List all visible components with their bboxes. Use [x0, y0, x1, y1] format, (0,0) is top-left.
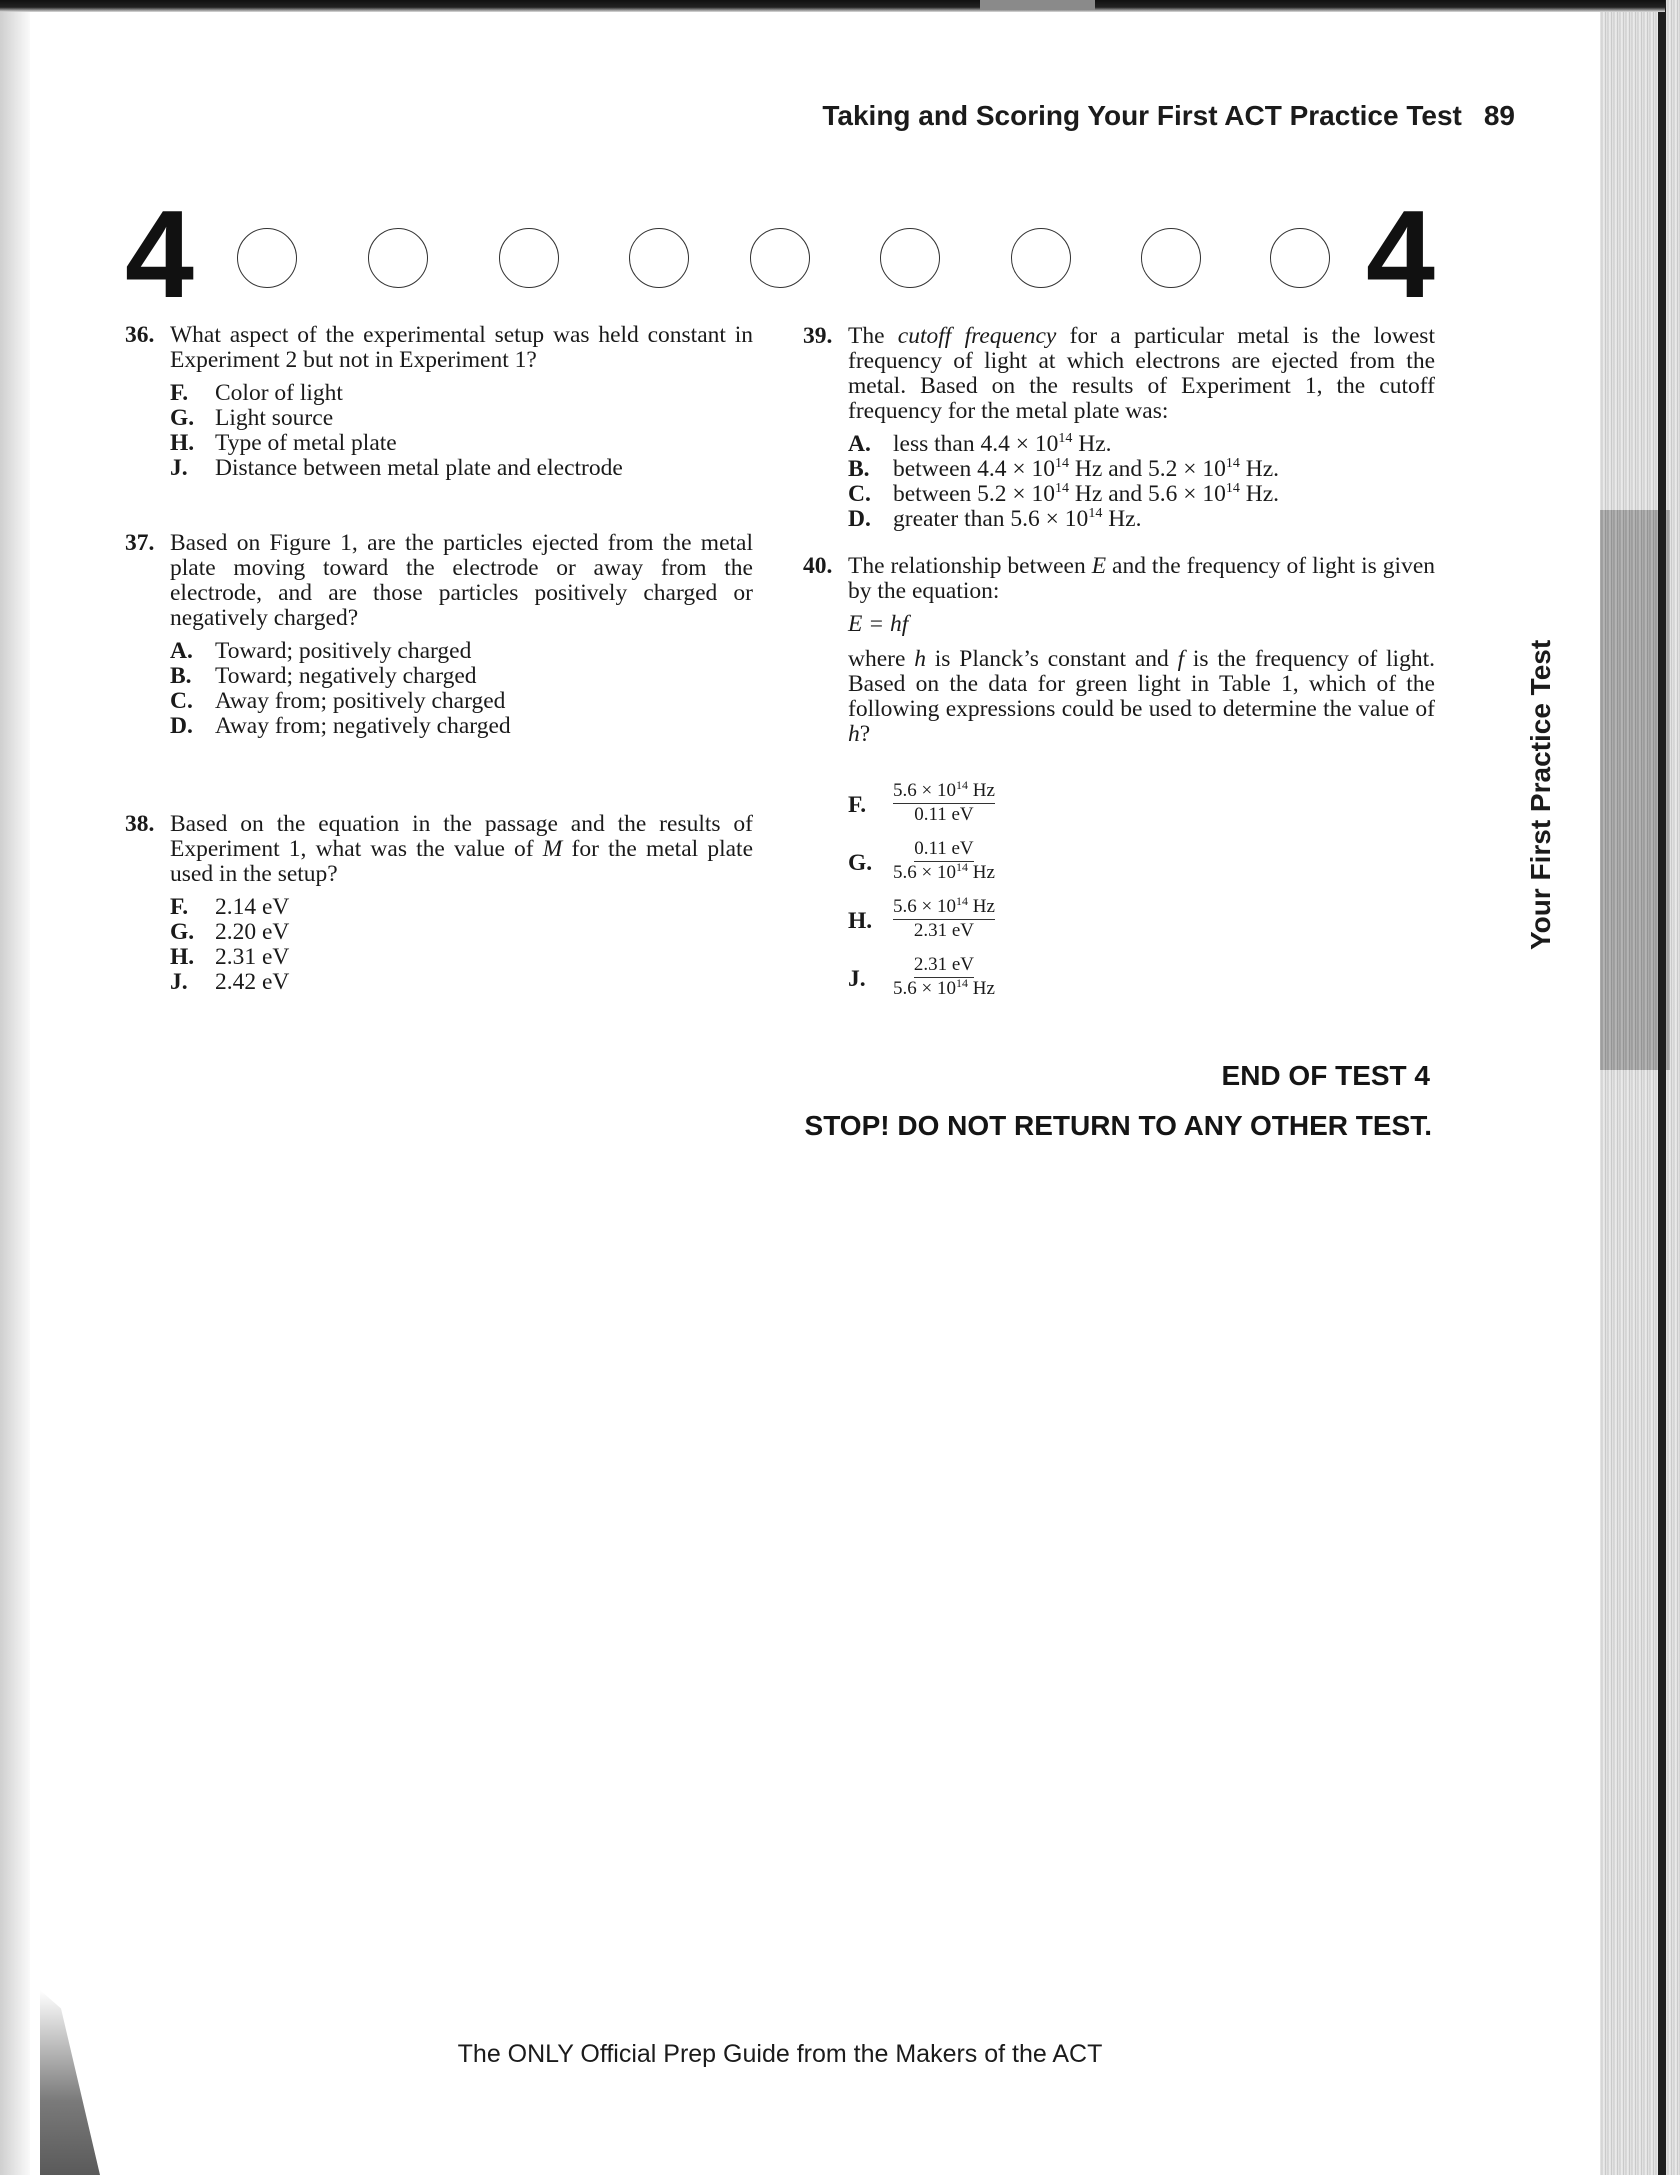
- equation: E = hf: [848, 611, 909, 637]
- choice-letter: G.: [170, 919, 195, 945]
- fraction: [893, 896, 995, 942]
- question-stem: Based on Figure 1, are the particles ejected from the metal plate moving toward the electrode or away from the electrode, and are those particles positively charged or negatively charged?: [170, 530, 753, 631]
- answer-choice[interactable]: [848, 777, 1435, 835]
- question-40: [803, 554, 1435, 1009]
- choice-text: Distance between metal plate and electrode: [215, 455, 623, 481]
- stem-text: is the frequency of light. Based on the data for green light in Table 1, which of the following expressions could be used to determine the value of: [848, 646, 1435, 722]
- footer-text: The ONLY Official Prep Guide from the Makers of the ACT: [457, 2040, 1103, 2068]
- numerator-text: 2.31 eV: [913, 954, 975, 975]
- question-38: [125, 812, 753, 995]
- stem-text: and the frequency of light is given by the equation:: [848, 553, 1435, 604]
- numerator-unit: Hz: [967, 896, 995, 917]
- exponent: 14: [955, 860, 968, 874]
- answer-choice[interactable]: [848, 893, 1435, 951]
- left-column: [125, 323, 753, 995]
- section-circle: [368, 228, 428, 288]
- exponent: 14: [1225, 456, 1240, 471]
- choice-text: Hz and 5.2 × 10: [1069, 456, 1226, 482]
- book-spine: [1600, 0, 1680, 2175]
- choice-letter: A.: [170, 638, 193, 664]
- choice-text: Away from; negatively charged: [215, 713, 511, 739]
- choice-text: Away from; positively charged: [215, 688, 506, 714]
- question-number: 38.: [125, 811, 155, 837]
- fraction-numerator: [914, 954, 974, 978]
- fraction: [893, 838, 995, 884]
- choice-letter: D.: [170, 713, 193, 739]
- stem-variable: f: [1177, 646, 1185, 672]
- choice-letter: G.: [848, 850, 873, 876]
- choice-letter: A.: [848, 431, 871, 457]
- choice-text: 2.31 eV: [215, 944, 290, 970]
- answer-choice[interactable]: [170, 456, 753, 481]
- choice-text: Hz.: [1239, 456, 1280, 482]
- fraction-denominator: [914, 920, 974, 942]
- section-circle: [750, 228, 810, 288]
- stem-text: where: [848, 646, 915, 672]
- end-of-test-heading: END OF TEST 4: [1221, 1060, 1430, 1091]
- denominator-unit: Hz: [967, 862, 995, 883]
- fraction: [893, 780, 995, 826]
- choice-letter: F.: [170, 894, 189, 920]
- answer-choice[interactable]: [848, 835, 1435, 893]
- section-circle: [629, 228, 689, 288]
- scan-corner-shadow: [40, 1990, 100, 2175]
- stop-notice: STOP! DO NOT RETURN TO ANY OTHER TEST.: [804, 1110, 1432, 1141]
- answer-choice[interactable]: [170, 714, 753, 739]
- stem-variable: h: [914, 646, 926, 672]
- numerator-text: 5.6 × 10: [893, 780, 956, 801]
- section-marker-bar: [125, 186, 1435, 324]
- fraction: [893, 954, 995, 1000]
- stem-text: The: [848, 323, 898, 349]
- stem-text: ?: [859, 721, 871, 747]
- choice-text: Toward; negatively charged: [215, 663, 477, 689]
- question-stem: [848, 554, 1435, 604]
- answer-choice[interactable]: [170, 689, 753, 714]
- exponent: 14: [1225, 481, 1240, 496]
- page-number: 89: [1483, 100, 1515, 131]
- scan-left-edge: [0, 0, 30, 2175]
- exponent: 14: [955, 778, 968, 792]
- choice-letter: B.: [170, 663, 192, 689]
- choice-text: between 5.2 × 10: [893, 481, 1056, 507]
- exponent: 14: [1055, 481, 1070, 496]
- denominator-text: 0.11 eV: [914, 804, 974, 825]
- stem-variable: E: [1091, 553, 1107, 579]
- stem-text: The relationship between: [848, 553, 1092, 579]
- answer-choice[interactable]: [848, 951, 1435, 1009]
- section-circle: [1270, 228, 1330, 288]
- answer-choice[interactable]: [848, 482, 1435, 507]
- question-number: 39.: [803, 323, 833, 349]
- choice-text: 2.42 eV: [215, 969, 290, 995]
- choice-letter: C.: [848, 481, 871, 507]
- fraction-denominator: [893, 862, 995, 884]
- stem-variable: M: [542, 836, 563, 862]
- denominator-text: 2.31 eV: [913, 920, 975, 941]
- choice-text: between 4.4 × 10: [893, 456, 1056, 482]
- denominator-unit: Hz: [967, 978, 995, 999]
- question-37: [125, 531, 753, 739]
- question-39: [803, 324, 1435, 532]
- choice-letter: J.: [170, 969, 188, 995]
- running-head-title: Taking and Scoring Your First ACT Practice Test: [822, 100, 1462, 131]
- choice-letter: H.: [170, 944, 195, 970]
- choice-text: Hz.: [1072, 431, 1112, 457]
- question-number: 36.: [125, 322, 155, 348]
- choice-letter: C.: [170, 688, 193, 714]
- question-36: [125, 323, 753, 481]
- answer-choice[interactable]: [170, 664, 753, 689]
- answer-choice[interactable]: [170, 970, 753, 995]
- scan-top-gap: [980, 0, 1095, 10]
- choice-text: 2.14 eV: [215, 894, 290, 920]
- stem-text: is Planck’s constant and: [925, 646, 1178, 672]
- scan-top-edge: [0, 0, 1665, 12]
- page-footer: [0, 2040, 1560, 2069]
- choice-letter: H.: [848, 908, 873, 934]
- choice-text: greater than 5.6 × 10: [893, 506, 1089, 532]
- question-stem: [170, 812, 753, 887]
- choice-text: Hz.: [1239, 481, 1280, 507]
- answer-choice[interactable]: [170, 381, 753, 406]
- choice-letter: H.: [170, 430, 195, 456]
- fraction-numerator: [893, 780, 995, 804]
- choice-letter: B.: [848, 456, 870, 482]
- choice-letter: F.: [170, 380, 189, 406]
- answer-choice[interactable]: [848, 507, 1435, 532]
- answer-choice[interactable]: [170, 920, 753, 945]
- choice-text: Hz and 5.6 × 10: [1069, 481, 1226, 507]
- side-tab-label: Your First Practice Test: [1525, 639, 1556, 950]
- answer-choice[interactable]: [848, 432, 1435, 457]
- section-circle: [1011, 228, 1071, 288]
- choice-letter: F.: [848, 792, 867, 818]
- answer-choices: [170, 639, 753, 739]
- section-number-right: 4: [1366, 186, 1435, 324]
- answer-choice[interactable]: [848, 457, 1435, 482]
- numerator-text: 0.11 eV: [914, 838, 974, 859]
- answer-choice[interactable]: [170, 406, 753, 431]
- fraction-denominator: [893, 978, 995, 1000]
- answer-choices: [848, 777, 1435, 1009]
- choice-letter: J.: [848, 966, 866, 992]
- stem-variable: h: [848, 721, 860, 747]
- choice-text: Light source: [215, 405, 334, 431]
- stem-term: cutoff frequency: [897, 323, 1057, 349]
- section-circle: [1141, 228, 1201, 288]
- exponent: 14: [955, 976, 968, 990]
- answer-choice[interactable]: [170, 945, 753, 970]
- choice-text: Color of light: [215, 380, 343, 406]
- question-stem: What aspect of the experimental setup was held constant in Experiment 2 but not in Experiment 1?: [170, 322, 753, 373]
- answer-choices: [848, 432, 1435, 532]
- choice-text: 2.20 eV: [215, 919, 290, 945]
- choice-text: Toward; positively charged: [215, 638, 472, 664]
- numerator-text: 5.6 × 10: [893, 896, 956, 917]
- stem-text: for the metal plate used in the setup?: [170, 836, 754, 887]
- exponent: 14: [955, 894, 968, 908]
- book-spine-edge: [1658, 0, 1666, 2175]
- choice-text: less than 4.4 × 10: [893, 431, 1059, 457]
- running-head: [822, 100, 1515, 132]
- section-circle: [880, 228, 940, 288]
- answer-choices: [170, 381, 753, 481]
- section-circle: [499, 228, 559, 288]
- question-explanation: [848, 647, 1435, 747]
- answer-choice[interactable]: [170, 431, 753, 456]
- choice-letter: D.: [848, 506, 871, 532]
- choice-text: Type of metal plate: [215, 430, 397, 456]
- question-stem: [848, 324, 1435, 424]
- answer-choice[interactable]: [170, 639, 753, 664]
- question-number: 37.: [125, 530, 155, 556]
- fraction-denominator: [914, 804, 973, 826]
- fraction-numerator: [893, 896, 995, 920]
- fraction-numerator: [914, 838, 973, 862]
- right-column: [803, 324, 1435, 1009]
- answer-choice[interactable]: [170, 895, 753, 920]
- choice-text: Hz.: [1102, 506, 1142, 532]
- answer-choices: [170, 895, 753, 995]
- choice-letter: J.: [170, 455, 188, 481]
- section-circle: [237, 228, 297, 288]
- denominator-text: 5.6 × 10: [893, 978, 956, 999]
- exponent: 14: [1055, 456, 1070, 471]
- exponent: 14: [1058, 431, 1073, 446]
- choice-letter: G.: [170, 405, 195, 431]
- stem-text: for a particular metal is the lowest frequency of light at which electrons are ejected from the metal. Based on the results of Experiment 1, the cutoff frequency for the metal plate was:: [848, 323, 1435, 424]
- stem-text: Based on the equation in the passage and the results of Experiment 1, what was the value of: [170, 811, 753, 862]
- numerator-unit: Hz: [967, 780, 995, 801]
- denominator-text: 5.6 × 10: [893, 862, 956, 883]
- question-number: 40.: [803, 553, 833, 579]
- section-number-left: 4: [125, 186, 194, 324]
- exponent: 14: [1088, 506, 1103, 521]
